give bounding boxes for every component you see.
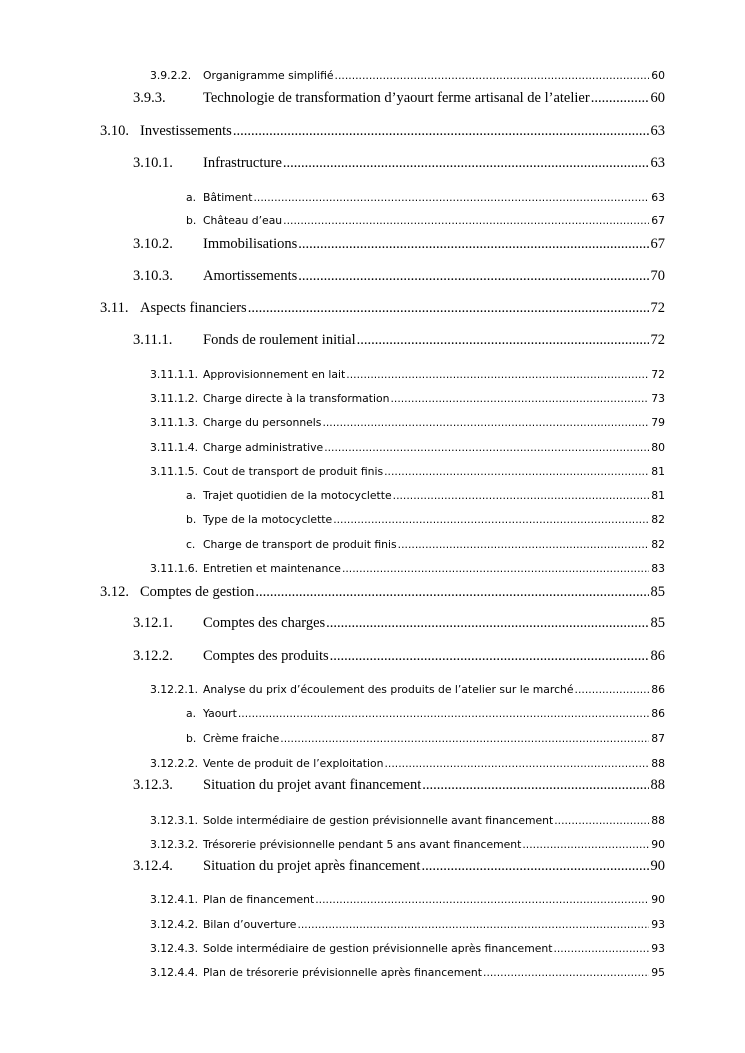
toc-leader-dots: [333, 513, 649, 526]
toc-entry[interactable]: [150, 416, 665, 429]
toc-entry-page-number: 63: [650, 155, 665, 171]
toc-entry[interactable]: [150, 838, 665, 851]
toc-leader-dots: [322, 416, 649, 429]
toc-entry-number: 3.12.: [100, 584, 129, 600]
toc-entry-page-number: 72: [651, 368, 665, 381]
toc-entry-title[interactable]: Comptes des produits: [203, 648, 329, 664]
toc-leader-dots: [298, 236, 648, 253]
toc-entry[interactable]: [150, 683, 665, 696]
toc-entry-page-number: 63: [650, 123, 665, 139]
toc-leader-dots: [297, 918, 649, 931]
toc-entry[interactable]: [150, 918, 665, 931]
toc-entry[interactable]: [133, 332, 665, 349]
toc-entry-page-number: 93: [651, 942, 665, 955]
toc-leader-dots: [575, 683, 650, 696]
toc-entry-title[interactable]: Bilan d’ouverture: [203, 918, 297, 931]
toc-entry-title[interactable]: Charge administrative: [203, 441, 324, 454]
toc-entry[interactable]: [150, 69, 665, 82]
toc-entry-title[interactable]: Comptes des charges: [203, 615, 326, 631]
toc-entry-number: 3.12.2.1.: [150, 683, 199, 696]
toc-entry[interactable]: [150, 757, 665, 770]
toc-entry[interactable]: [133, 858, 665, 875]
toc-entry-page-number: 86: [650, 648, 665, 664]
toc-entry-page-number: 72: [650, 332, 665, 348]
toc-entry-number: 3.11.1.6.: [150, 562, 199, 575]
toc-leader-dots: [393, 489, 650, 502]
toc-entry-number: 3.12.4.2.: [150, 918, 199, 931]
toc-entry-title[interactable]: Type de la motocyclette: [203, 513, 333, 526]
toc-leader-dots: [554, 814, 649, 827]
toc-entry-title[interactable]: Cout de transport de produit finis: [203, 465, 384, 478]
toc-leader-dots: [298, 268, 648, 285]
toc-entry-number: 3.12.1.: [133, 615, 173, 631]
toc-leader-dots: [384, 465, 649, 478]
toc-entry-page-number: 90: [651, 838, 665, 851]
toc-leader-dots: [342, 562, 649, 575]
toc-entry-number: 3.11.1.: [133, 332, 173, 348]
toc-entry[interactable]: [133, 615, 665, 632]
toc-entry[interactable]: [100, 584, 665, 601]
toc-entry-number: 3.11.1.1.: [150, 368, 199, 381]
toc-leader-dots: [553, 942, 649, 955]
toc-entry[interactable]: [133, 155, 665, 172]
toc-entry-title[interactable]: Château d’eau: [203, 214, 283, 227]
toc-entry-number: 3.10.2.: [133, 236, 173, 252]
toc-entry-title[interactable]: Trésorerie prévisionnelle pendant 5 ans avant financement: [203, 838, 522, 851]
toc-entry-title[interactable]: Plan de trésorerie prévisionnelle après financement: [203, 966, 483, 979]
toc-entry[interactable]: [150, 441, 665, 454]
toc-entry-number: 3.12.3.1.: [150, 814, 199, 827]
toc-entry-title[interactable]: Crème fraiche: [203, 732, 280, 745]
toc-leader-dots: [280, 732, 649, 745]
toc-entry[interactable]: [186, 489, 665, 502]
toc-entry-number: 3.9.3.: [133, 90, 166, 106]
toc-leader-dots: [422, 777, 648, 794]
toc-entry-page-number: 85: [650, 584, 665, 600]
toc-entry[interactable]: [150, 893, 665, 906]
toc-entry-page-number: 88: [651, 814, 665, 827]
toc-entry-number: 3.12.4.4.: [150, 966, 199, 979]
toc-entry-title[interactable]: Technologie de transformation d’yaourt ferme artisanal de l’atelier: [203, 90, 590, 106]
toc-entry-title[interactable]: Amortissements: [203, 268, 298, 284]
toc-entry-number: a.: [186, 707, 197, 720]
toc-entry-page-number: 60: [650, 90, 665, 106]
toc-entry-title[interactable]: Approvisionnement en lait: [203, 368, 346, 381]
toc-entry-page-number: 67: [651, 214, 665, 227]
toc-entry-title[interactable]: Entretien et maintenance: [203, 562, 341, 575]
toc-entry-page-number: 86: [651, 707, 665, 720]
toc-entry[interactable]: [100, 300, 665, 317]
toc-entry[interactable]: [150, 562, 665, 575]
toc-leader-dots: [330, 648, 649, 665]
toc-entry[interactable]: [150, 966, 665, 979]
toc-entry-title[interactable]: Charge de transport de produit finis: [203, 538, 397, 551]
toc-entry-number: 3.11.1.4.: [150, 441, 199, 454]
toc-entry-title[interactable]: Charge directe à la transformation: [203, 392, 390, 405]
toc-entry[interactable]: [186, 707, 665, 720]
toc-entry-number: 3.10.: [100, 123, 129, 139]
toc-entry[interactable]: [186, 214, 665, 227]
toc-leader-dots: [324, 441, 649, 454]
toc-leader-dots: [326, 615, 648, 632]
toc-entry-title[interactable]: Analyse du prix d’écoulement des produits de l’atelier sur le marché: [203, 683, 574, 696]
toc-entry-number: 3.12.4.1.: [150, 893, 199, 906]
toc-entry-title[interactable]: Charge du personnels: [203, 416, 322, 429]
toc-entry-page-number: 88: [650, 777, 665, 793]
toc-entry-number: 3.12.2.: [133, 648, 173, 664]
toc-entry-page-number: 95: [651, 966, 665, 979]
toc-entry-page-number: 85: [650, 615, 665, 631]
toc-leader-dots: [233, 123, 649, 140]
toc-entry[interactable]: [133, 268, 665, 285]
toc-entry-page-number: 93: [651, 918, 665, 931]
toc-leader-dots: [283, 214, 649, 227]
toc-entry-number: 3.11.1.2.: [150, 392, 199, 405]
toc-entry-title[interactable]: Plan de financement: [203, 893, 315, 906]
toc-leader-dots: [398, 538, 650, 551]
toc-entry[interactable]: [186, 732, 665, 745]
toc-entry-page-number: 87: [651, 732, 665, 745]
toc-entry[interactable]: [150, 392, 665, 405]
toc-entry-title[interactable]: Fonds de roulement initial: [203, 332, 356, 348]
toc-entry-title[interactable]: Situation du projet après financement: [203, 858, 421, 874]
toc-entry-title[interactable]: Situation du projet avant financement: [203, 777, 422, 793]
toc-entry-number: 3.12.2.2.: [150, 757, 199, 770]
toc-leader-dots: [591, 90, 649, 107]
toc-leader-dots: [390, 392, 649, 405]
toc-entry-page-number: 86: [651, 683, 665, 696]
toc-entry-page-number: 72: [650, 300, 665, 316]
toc-entry-number: 3.9.2.2.: [150, 69, 192, 82]
toc-entry-title[interactable]: Trajet quotidien de la motocyclette: [203, 489, 392, 502]
toc-entry-number: a.: [186, 191, 197, 204]
toc-entry-number: 3.11.: [100, 300, 129, 316]
toc-entry[interactable]: [133, 236, 665, 253]
toc-entry-page-number: 60: [651, 69, 665, 82]
toc-entry-title[interactable]: Solde intermédiaire de gestion prévisionnelle avant financement: [203, 814, 554, 827]
toc-entry-number: c.: [186, 538, 196, 551]
toc-entry-title[interactable]: Investissements: [140, 123, 232, 139]
toc-entry-number: 3.12.4.: [133, 858, 173, 874]
toc-leader-dots: [421, 858, 648, 875]
toc-entry[interactable]: [186, 513, 665, 526]
toc-entry[interactable]: [186, 538, 665, 551]
toc-entry-number: a.: [186, 489, 197, 502]
toc-leader-dots: [315, 893, 649, 906]
toc-entry-title[interactable]: Infrastructure: [203, 155, 282, 171]
toc-leader-dots: [283, 155, 649, 172]
toc-entry-page-number: 79: [651, 416, 665, 429]
toc-leader-dots: [357, 332, 649, 349]
toc-leader-dots: [255, 584, 648, 601]
toc-entry-title[interactable]: Yaourt: [203, 707, 237, 720]
toc-entry[interactable]: [133, 90, 665, 107]
toc-entry-page-number: 82: [651, 538, 665, 551]
toc-entry-number: 3.11.1.3.: [150, 416, 199, 429]
toc-entry[interactable]: [100, 123, 665, 140]
toc-leader-dots: [522, 838, 649, 851]
toc-entry-page-number: 81: [651, 465, 665, 478]
toc-entry[interactable]: [150, 942, 665, 955]
toc-entry-page-number: 90: [650, 858, 665, 874]
toc-entry-page-number: 63: [651, 191, 665, 204]
toc-entry-title[interactable]: Aspects financiers: [140, 300, 247, 316]
toc-leader-dots: [346, 368, 649, 381]
toc-entry[interactable]: [150, 814, 665, 827]
toc-entry-number: 3.10.1.: [133, 155, 173, 171]
toc-entry-title[interactable]: Vente de produit de l’exploitation: [203, 757, 384, 770]
toc-entry-number: b.: [186, 513, 197, 526]
toc-entry[interactable]: [133, 777, 665, 794]
toc-leader-dots: [335, 69, 650, 82]
toc-entry-title[interactable]: Solde intermédiaire de gestion prévisionnelle après financement: [203, 942, 553, 955]
toc-leader-dots: [248, 300, 649, 317]
toc-entry-page-number: 82: [651, 513, 665, 526]
toc-entry-page-number: 83: [651, 562, 665, 575]
toc-entry-page-number: 88: [651, 757, 665, 770]
toc-entry-title[interactable]: Immobilisations: [203, 236, 298, 252]
toc-entry-page-number: 67: [650, 236, 665, 252]
toc-entry-number: 3.12.3.2.: [150, 838, 199, 851]
toc-entry[interactable]: [150, 368, 665, 381]
toc-entry-number: 3.10.3.: [133, 268, 173, 284]
toc-entry-number: 3.11.1.5.: [150, 465, 199, 478]
toc-entry[interactable]: [133, 648, 665, 665]
toc-entry-page-number: 80: [651, 441, 665, 454]
toc-leader-dots: [238, 707, 649, 720]
toc-entry-number: b.: [186, 214, 197, 227]
toc-entry[interactable]: [186, 191, 665, 204]
toc-entry-title[interactable]: Organigramme simplifié: [203, 69, 334, 82]
toc-leader-dots: [384, 757, 649, 770]
toc-entry-number: 3.12.4.3.: [150, 942, 199, 955]
toc-leader-dots: [254, 191, 650, 204]
toc-entry-page-number: 73: [651, 392, 665, 405]
toc-entry-title[interactable]: Bâtiment: [203, 191, 253, 204]
toc-entry-page-number: 81: [651, 489, 665, 502]
toc-leader-dots: [483, 966, 649, 979]
toc-entry-number: 3.12.3.: [133, 777, 173, 793]
toc-entry-page-number: 90: [651, 893, 665, 906]
toc-entry-page-number: 70: [650, 268, 665, 284]
toc-entry[interactable]: [150, 465, 665, 478]
toc-entry-title[interactable]: Comptes de gestion: [140, 584, 255, 600]
toc-entry-number: b.: [186, 732, 197, 745]
